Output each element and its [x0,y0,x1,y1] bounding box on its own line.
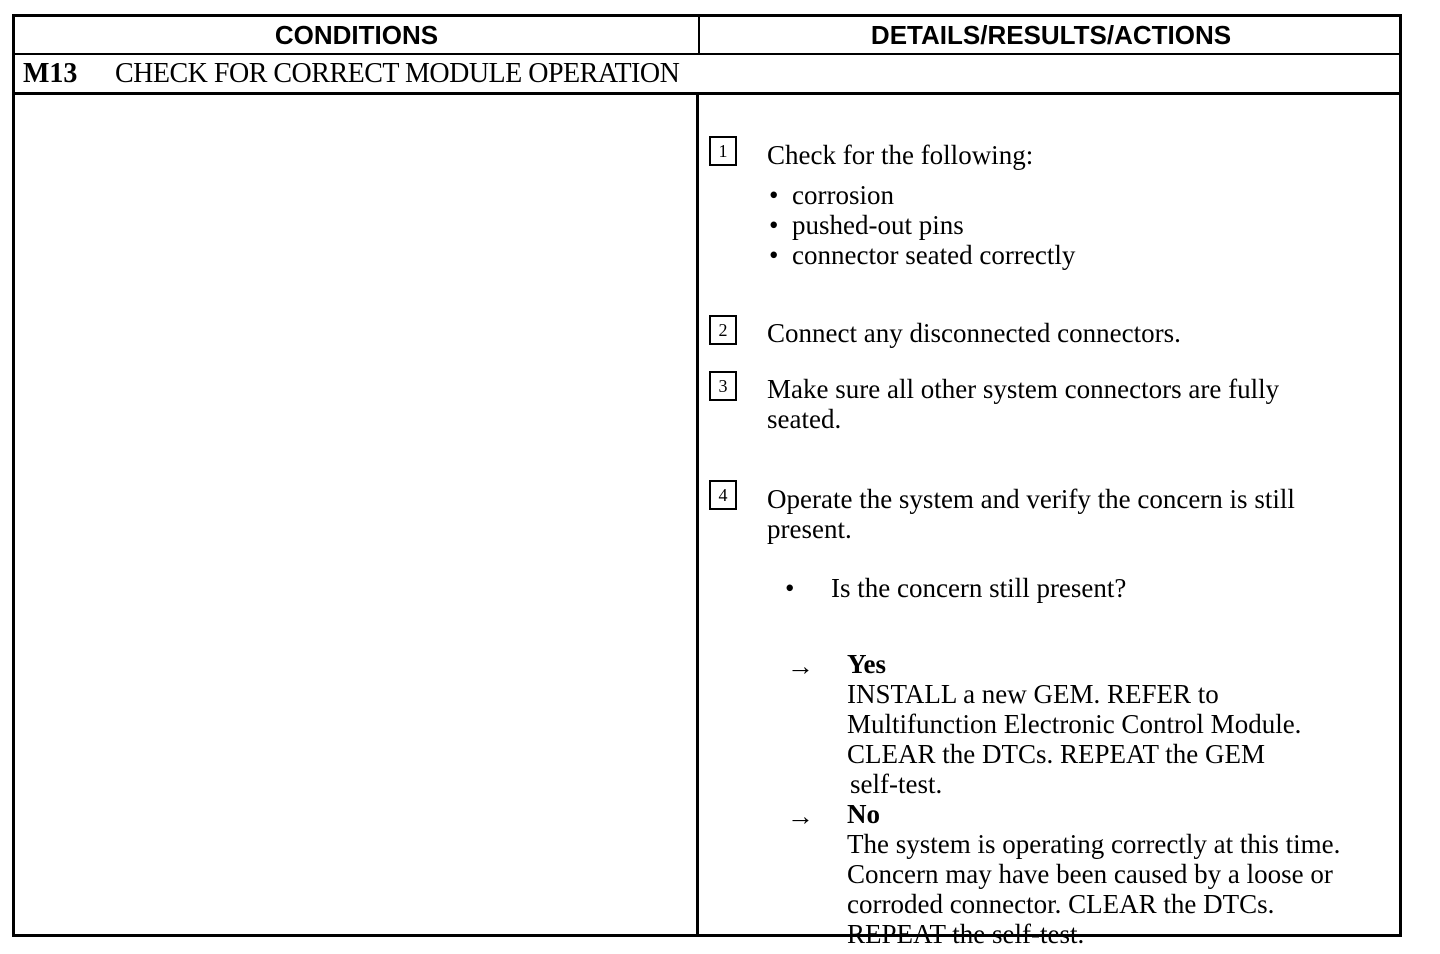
text-line: corroded connector. CLEAR the DTCs. [847,889,1275,919]
step-title: CHECK FOR CORRECT MODULE OPERATION [115,58,680,89]
list-item: • connector seated correctly [767,240,1075,270]
text-line: self-test. [850,769,943,799]
text-line: present. [767,514,852,544]
text-line: INSTALL a new GEM. REFER to [847,679,1219,709]
step-number-box: 2 [709,315,737,345]
action-text [767,484,1387,544]
step-number-box: 1 [709,136,737,166]
text-line: The system is operating correctly at this time. [847,829,1341,859]
action-text: Connect any disconnected connectors. [767,318,1181,348]
action-text: Check for the following: [767,140,1034,170]
step-number-box: 3 [709,371,737,401]
text-line: Multifunction Electronic Control Module. [847,709,1302,739]
question-text: Is the concern still present? [831,573,1127,603]
step-id: M13 [23,58,78,89]
conditions-header: CONDITIONS [274,20,439,50]
text-line: Operate the system and verify the concern is still [767,484,1295,514]
actions-cell [699,95,1399,949]
details-header: DETAILS/RESULTS/ACTIONS [870,20,1232,50]
conditions-cell [15,95,696,934]
action-text [767,374,1387,434]
step-number-box: 4 [709,480,737,510]
no-label: No [847,799,880,829]
yes-answer [847,649,1402,799]
check-list [767,180,1075,270]
no-answer [847,799,1402,949]
list-item: • pushed-out pins [767,210,1075,240]
table-header [15,17,1399,55]
text-line: CLEAR the DTCs. REPEAT the GEM [847,739,1265,769]
step-title-row [15,55,1399,95]
text-line: Concern may have been caused by a loose or [847,859,1333,889]
text-line: Make sure all other system connectors are fully [767,374,1280,404]
text-line: seated. [767,404,842,434]
yes-arrow-icon: → [787,651,814,681]
diagnostic-table [12,14,1402,949]
list-item: • corrosion [767,180,1075,210]
no-arrow-icon: → [787,801,814,831]
question-bullet: • [785,573,795,603]
text-line: REPEAT the self-test. [847,919,1085,949]
yes-label: Yes [847,649,886,679]
